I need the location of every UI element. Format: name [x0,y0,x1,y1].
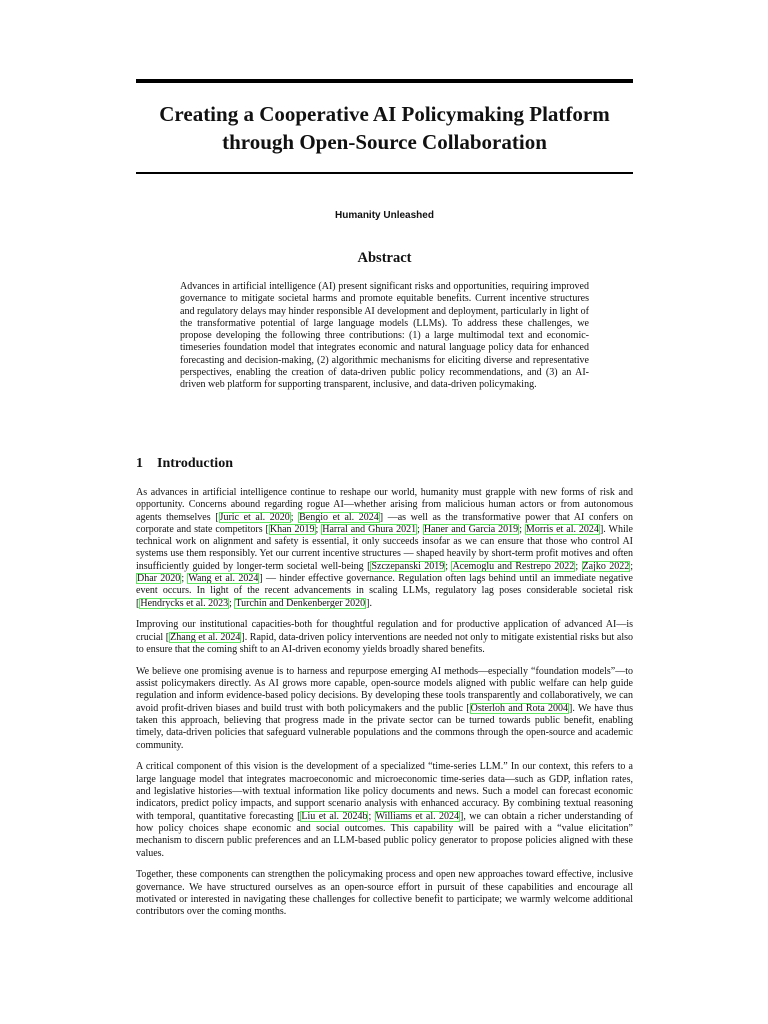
paragraph-text: ; [315,523,322,535]
citation-bracket: [ [265,523,269,535]
paragraph-text: ; [519,523,525,535]
citation-link[interactable]: Szczepanski 2019 [371,560,445,572]
paragraph [136,666,633,752]
citation-link[interactable]: Dhar 2020 [137,573,181,585]
paragraph-text: . We have thus taken this approach, believing that progress made in the private sector can be turned towards public benefit, enabling timely, data-driven policies that safeguard vulnerable populations and the commons through the open-source and academic community. [136,702,633,751]
citation-bracket: ] [241,631,245,643]
section-heading [136,455,233,473]
citation-link[interactable]: Zhang et al. 2024 [170,631,241,643]
section-body [136,487,633,928]
citation-bracket: ] [599,523,604,535]
citation-link[interactable]: Hendrycks et al. 2023 [140,597,229,609]
citation-bracket: [ [136,597,140,609]
paragraph-text: ; [630,560,634,572]
abstract-heading: Abstract [357,250,412,266]
citation-bracket: ] [460,810,464,822]
paragraph-text: — hinder effective governance. Regulation often lags behind until an immediate negative event occurs. In light of the recent advancements in scaling LLMs, regulatory lag poses considerable societal risk [136,573,633,597]
title-rule-top [136,79,633,83]
citation-bracket: ] [259,573,263,585]
paragraph-text: ; [229,597,235,609]
citation-link[interactable]: Bengio et al. 2024 [299,511,379,523]
citation-link[interactable]: Harral and Ghura 2021 [322,523,417,535]
paragraph-text: We believe one promising avenue is to harness and repurpose emerging AI methods—especially “foundation models”—to assist policymakers directly. As AI grows more capable, open-source models aligned with public welfare can help guide regulation and inform evidence-based policy decisions. By developing these tools transparently and collaboratively, we can avoid profit-driven biases and build trust with both policymakers and the public [136,665,633,714]
citation-bracket: ] [366,597,370,609]
paragraph-text: . While technical work on alignment and safety is essential, it only succeeds insofar as we can ensure that those who control AI systems use them responsibly. Yet our current incentive structures — shaped heavily by short-term profit motives and often insufficiently guided by longer-term societal well-being [136,523,633,572]
citation-link[interactable]: Morris et al. 2024 [525,523,599,535]
paragraph-text: ; [417,523,423,535]
paragraph-text: A critical component of this vision is the development of a specialized “time-series LLM.” In our context, this refers to a large language model that integrates macroeconomic and microeconomic time-series data—such as GDP, inflation rates, and legislative histories—with textual information like policy documents and news. Such a model can forecast economic indicators, predict policy impacts, and support scenario analysis with enhanced accuracy. By combining textual reasoning with temporal, quantitative forecasting [136,761,633,822]
citation-bracket: [ [466,702,470,714]
paragraph-text: As advances in artificial intelligence continue to reshape our world, humanity must grapple with new forms of risk and opportunity. Concerns abound regarding rogue AI—whether arising from malicious human actors or from autonomous agents themselves [136,487,633,523]
paragraph-text: —as well as the transformative power that AI confers on corporate and state competitors [136,511,634,535]
citation-link[interactable]: Liu et al. 2024b [301,810,368,822]
citation-bracket: ] [379,511,384,523]
paragraph [136,761,633,859]
paragraph-text: . [369,597,372,609]
paragraph-text: . Rapid, data-driven policy interventions are needed not only to mitigate existential risks but also to ensure that the coming shift to an AI-driven economy yields broadly shared benefits. [136,631,634,656]
paragraph [136,869,633,918]
citation-link[interactable]: Zajko 2022 [582,560,630,572]
paragraph-text: ; [290,511,299,523]
abstract-text: Advances in artificial intelligence (AI) present significant risks and opportunities, requiring improved governance to mitigate societal harms and promote equitable benefits. Current incentive structures and regulatory delays may hinder responsible AI development and deployment, particularly in light of the transformative potential of large language models (LLMs). To address these challenges, we propose developing the following three contributions: (1) a large multimodal text and economic-timeseries foundation model that integrates economic and natural language policy data for enhanced forecasting and decision-making, (2) algorithmic mechanisms for eliciting diverse and representative perspectives, enabling the creation of data-driven public policy recommendations, and (3) an AI-driven web platform for supporting transparent, inclusive, and data-driven policymaking. [180,281,589,391]
title-rule-bottom [136,172,633,174]
paper-author: Humanity Unleashed [335,210,434,221]
section-number: 1 [136,456,143,471]
citation-bracket: ] [569,702,573,714]
paragraph-text: ; [181,573,188,585]
paragraph [136,619,633,656]
section-title: Introduction [157,456,233,471]
citation-bracket: [ [165,631,170,643]
paragraph-text: Together, these components can strengthen the policymaking process and open new approaches toward effective, inclusive governance. We have structured ourselves as an open-source effort in pursuit of these capabilities and encourage all motivated or interested in navigating these challenges for collective benefit to participate; we warmly welcome additional contributors over the coming months. [136,869,633,918]
citation-link[interactable]: Haner and Garcia 2019 [423,523,519,535]
citation-link[interactable]: Osterloh and Rota 2004 [470,702,569,714]
citation-link[interactable]: Acemoglu and Restrepo 2022 [452,560,575,572]
citation-bracket: [ [367,560,371,572]
citation-bracket: [ [297,810,301,822]
citation-bracket: [ [215,511,219,523]
paragraph [136,487,633,610]
paragraph-text: ; [445,560,452,572]
paper-title: Creating a Cooperative AI Policymaking Platform through Open-Source Collaboration [159,102,610,154]
paragraph-text: ; [368,810,375,822]
citation-link[interactable]: Khan 2019 [269,523,315,535]
citation-link[interactable]: Juric et al. 2020 [219,511,290,523]
paragraph-text: , we can obtain a richer understanding of how policy choices shape economic and social outcomes. This capability will be paired with a “value elicitation” mechanism to discern public preferences and an LLM-based public policy generator to propose policies aligned with these values. [136,810,633,859]
citation-link[interactable]: Turchin and Denkenberger 2020 [235,597,366,609]
paragraph-text: Improving our institutional capacities-both for thoughtful regulation and for productive application of advanced AI—is crucial [136,619,633,643]
paragraph-text: ; [575,560,582,572]
citation-link[interactable]: Williams et al. 2024 [375,810,460,822]
citation-link[interactable]: Wang et al. 2024 [188,573,259,585]
